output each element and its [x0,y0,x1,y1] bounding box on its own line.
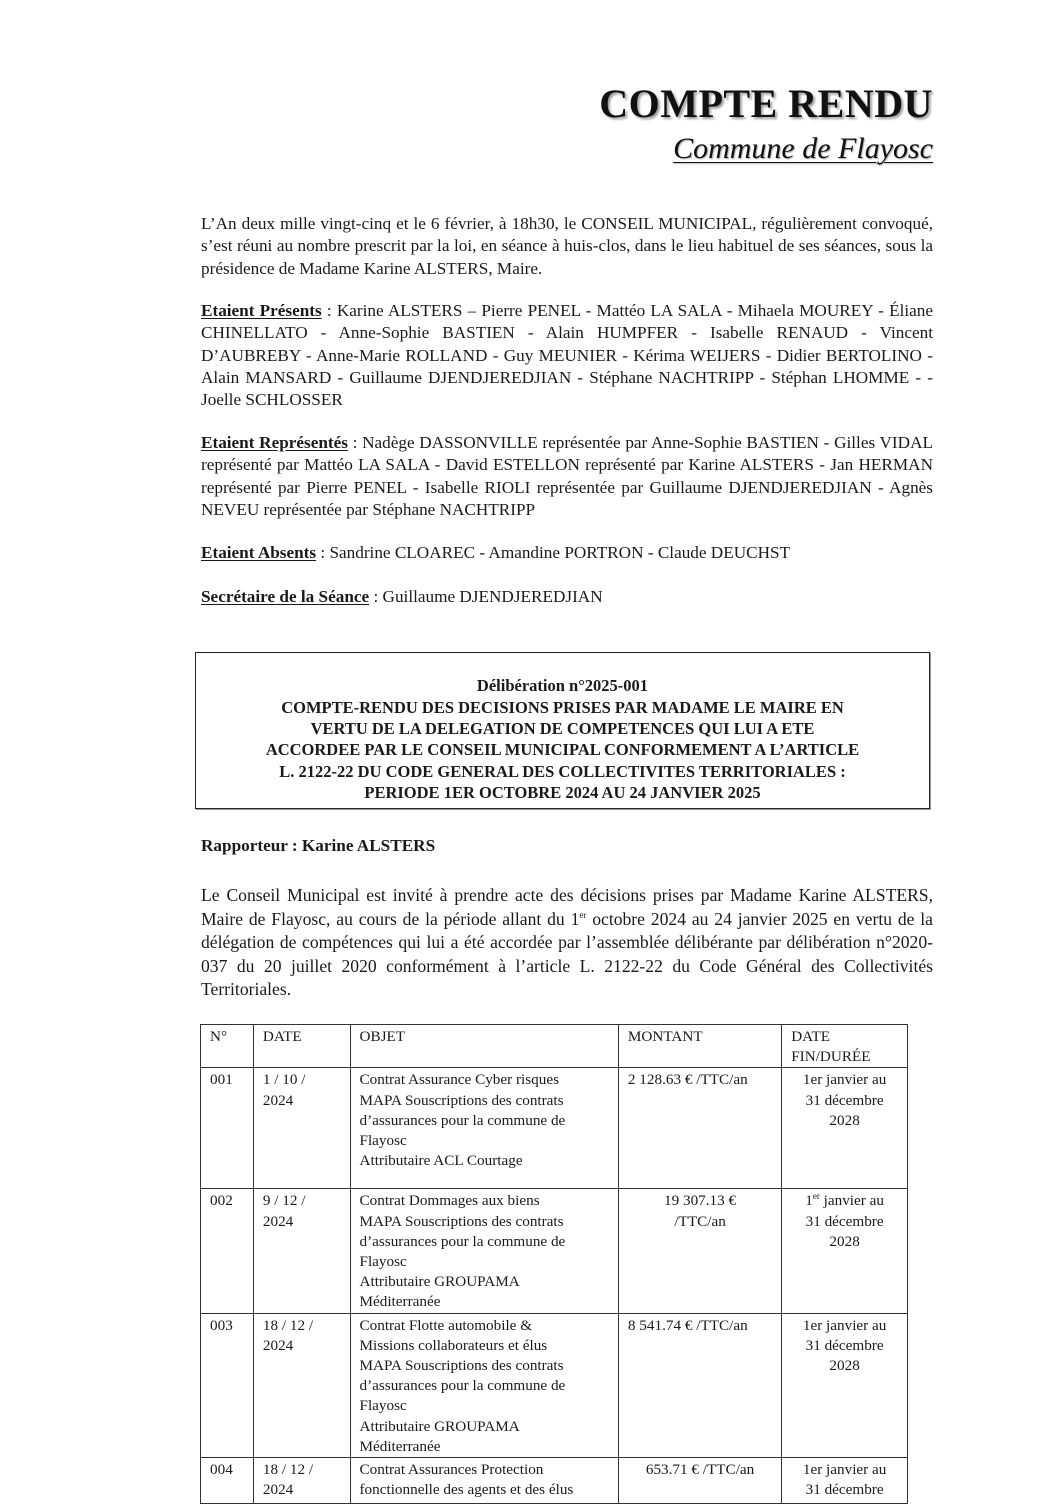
montant-line: /TTC/an [674,1212,726,1230]
deliberation-title-line: COMPTE-RENDU DES DECISIONS PRISES PAR MADAME LE MAIRE EN [281,698,844,717]
date-line: 2024 [262,1336,294,1354]
decisions-table [200,1024,908,1504]
fin-line [786,1191,903,1211]
header-fin-line1: DATE [791,1028,831,1045]
fin-line: 2028 [829,1357,860,1375]
represented-separator: : [347,433,363,452]
objet-line: Attributaire GROUPAMA [359,1417,520,1435]
deliberation-title-line: L. 2122-22 DU CODE GENERAL DES COLLECTIVITES TERRITORIALES : [279,761,846,781]
objet-line: Attributaire ACL Courtage [359,1152,523,1170]
secretary-label: Secrétaire de la Séance [201,587,370,606]
fin-line: 31 décembre [805,1481,884,1499]
cell-montant [618,1068,781,1189]
objet-line: fonctionnelle des agents et des élus [359,1481,574,1499]
represented-list: Nadège DASSONVILLE représentée par Anne-Sophie BASTIEN - Gilles VIDAL représenté par Mattéo LA SALA - David ESTELLON représenté par Karine ALSTERS - Jan HERMAN représenté par Pierre PENEL - Isabelle RIOLI représentée par Guillaume DJENDJEREDJIAN - Agnès NEVEU représentée par Stéphane NACHTRIPP [201,433,933,519]
cell-objet [350,1313,618,1457]
date-line: 18 / 12 / [262,1461,314,1479]
montant-line: 653.71 € /TTC/an [645,1461,755,1479]
montant-line: 8 541.74 € /TTC/an [627,1316,748,1334]
summary-paragraph [201,884,933,1002]
deliberation-number: Délibération n°2025-001 [476,676,649,695]
date-line: 2024 [262,1212,294,1230]
objet-line: d’assurances pour la commune de [359,1111,566,1129]
table-row [201,1313,908,1457]
header-fin-duree [782,1025,908,1068]
objet-line: MAPA Souscriptions des contrats [359,1357,564,1375]
absents-section [201,542,933,564]
presents-section [201,300,933,411]
objet-line: Contrat Assurances Protection [359,1461,544,1479]
cell-fin-duree [782,1189,908,1313]
presents-label: Etaient Présents [201,301,322,320]
represented-label: Etaient Représentés [201,433,348,452]
fin-superscript: er [812,1191,820,1202]
table-row [201,1189,908,1313]
summary-text-part1: Le Conseil Municipal est invité à prendre acte des décisions prises par Madame Karine ALSTERS, Maire de Flayosc, au cours de la période allant du 1 [201,885,933,929]
objet-line: Contrat Dommages aux biens [359,1192,540,1210]
cell-number: 002 [201,1189,254,1313]
date-line: 1 / 10 / [262,1071,306,1089]
objet-line: Méditerranée [359,1437,441,1455]
rapporteur: Rapporteur : Karine ALSTERS [201,836,436,855]
montant-line: 2 128.63 € /TTC/an [627,1071,748,1089]
cell-date [253,1313,350,1457]
cell-number: 004 [201,1458,254,1504]
header-number: N° [201,1025,254,1068]
deliberation-title-line: ACCORDEE PAR LE CONSEIL MUNICIPAL CONFORMEMENT A L’ARTICLE [265,740,860,760]
cell-objet [350,1189,618,1313]
table-row [201,1068,908,1189]
absents-label: Etaient Absents [201,543,317,562]
presents-list: Karine ALSTERS – Pierre PENEL - Mattéo LA SALA - Mihaela MOUREY - Éliane CHINELLATO - Anne-Sophie BASTIEN - Alain HUMPFER - Isabelle RENAUD - Vincent D’AUBREBY - Anne-Marie ROLLAND - Guy MEUNIER - Kérima WEIJERS - Didier BERTOLINO - Alain MANSARD - Guillaume DJENDJEREDJIAN - Stéphane NACHTRIPP - Stéphan LHOMME - -Joelle SCHLOSSER [201,301,934,410]
objet-line: Flayosc [359,1253,407,1271]
absents-separator: : [316,543,330,562]
fin-prefix: 1 [805,1192,813,1210]
deliberation-title [196,697,929,803]
cell-objet [350,1068,618,1189]
cell-number: 003 [201,1313,254,1457]
deliberation-title-line: VERTU DE LA DELEGATION DE COMPETENCES QUI LUI A ETE [310,719,815,739]
objet-line: Contrat Assurance Cyber risques [359,1071,560,1089]
deliberation-title-line: PERIODE 1ER OCTOBRE 2024 AU 24 JANVIER 2025 [364,782,761,802]
absents-list: Sandrine CLOAREC - Amandine PORTRON - Claude DEUCHST [329,543,791,562]
header-objet: OBJET [350,1025,618,1068]
secretary-name: Guillaume DJENDJEREDJIAN [382,587,603,606]
fin-line: 2028 [829,1232,860,1250]
cell-montant [618,1189,781,1313]
header-montant: MONTANT [618,1025,781,1068]
summary-superscript: er [579,909,587,920]
header-fin-line2: FIN/DURÉE [791,1048,871,1066]
objet-line: Contrat Flotte automobile & [359,1316,533,1334]
date-line: 9 / 12 / [262,1192,306,1210]
fin-line: 1er janvier au [802,1071,887,1089]
objet-line: Attributaire GROUPAMA [359,1273,520,1291]
intro-paragraph: L’An deux mille vingt-cinq et le 6 février, à 18h30, le CONSEIL MUNICIPAL, régulièrement convoqué, s’est réuni au nombre prescrit par la loi, en séance à huis-clos, dans le lieu habituel de ses séances, sous la présidence de Madame Karine ALSTERS, Maire. [201,214,933,278]
date-line: 2024 [262,1481,294,1499]
summary-text-part2: octobre 2024 au 24 janvier 2025 en vertu de la délégation de compétences qui lui a été accordée par l’assemblée délibérante par délibération n°2020-037 du 20 juillet 2020 conformément à l’article L. 2122-22 du Code Général des Collectivités Territoriales. [201,908,933,1000]
objet-line: MAPA Souscriptions des contrats [359,1091,564,1109]
date-line: 2024 [262,1091,294,1109]
cell-date [253,1189,350,1313]
deliberation-box [195,652,930,809]
objet-line: Méditerranée [359,1293,441,1311]
cell-number: 001 [201,1068,254,1189]
page-title: COMPTE RENDU [599,81,933,126]
fin-line: 1er janvier au [802,1316,887,1334]
secretary-separator: : [369,587,383,606]
objet-line: MAPA Souscriptions des contrats [359,1212,564,1230]
presents-separator: : [321,301,337,320]
cell-fin-duree [782,1313,908,1457]
page-subtitle: Commune de Flayosc [673,132,933,165]
represented-section [201,432,933,521]
fin-line: 2028 [829,1111,860,1129]
objet-line: Missions collaborateurs et élus [359,1336,548,1354]
montant-line: 19 307.13 € [663,1192,737,1210]
date-line: 18 / 12 / [262,1316,314,1334]
table-header-row [201,1025,908,1068]
objet-line: Flayosc [359,1132,407,1150]
fin-line: 31 décembre [805,1212,884,1230]
cell-date [253,1068,350,1189]
fin-line: 31 décembre [805,1091,884,1109]
objet-line: d’assurances pour la commune de [359,1232,566,1250]
secretary-section [201,586,933,608]
fin-rest: janvier au [819,1192,884,1210]
cell-fin-duree [782,1068,908,1189]
objet-line: d’assurances pour la commune de [359,1377,566,1395]
fin-line: 1er janvier au [802,1461,887,1479]
cell-montant [618,1313,781,1457]
objet-line: Flayosc [359,1397,407,1415]
header-date: DATE [253,1025,350,1068]
fin-line: 31 décembre [805,1336,884,1354]
